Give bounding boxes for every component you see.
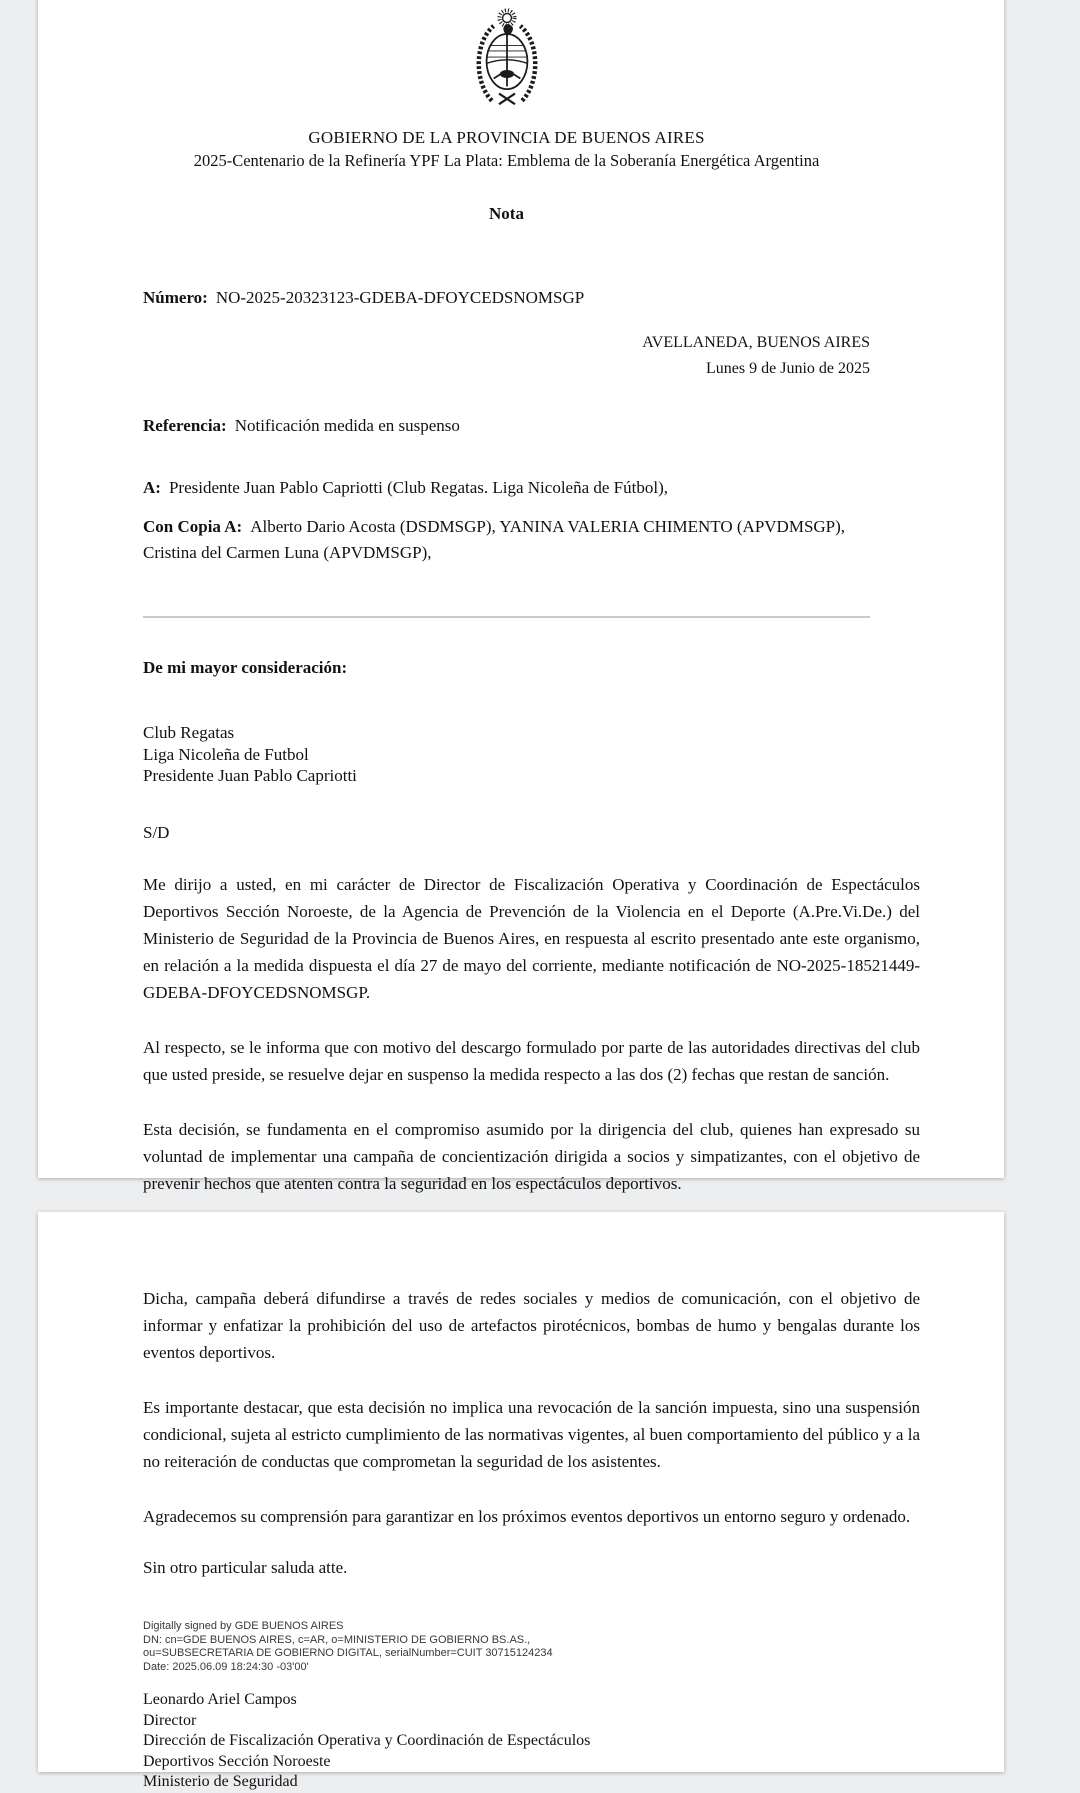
to-value: Presidente Juan Pablo Capriotti (Club Regatas. Liga Nicoleña de Fútbol), (168, 478, 668, 497)
sd-abbreviation: S/D (143, 822, 170, 842)
document-number-line (143, 286, 870, 310)
reference-line (143, 414, 870, 438)
body-paragraph-3: Esta decisión, se fundamenta en el compromiso asumido por la dirigencia del club, quienes han expresado su voluntad de implementar una campaña de concientización dirigida a socios y simpatizantes, con el objetivo de prevenir hechos que atenten contra la seguridad en los espectáculos deportivos. (143, 1119, 920, 1193)
body-paragraph-1: Me dirijo a usted, en mi carácter de Director de Fiscalización Operativa y Coordinación de Espectáculos Deportivos Sección Noroeste, de la Agencia de Prevención de la Violencia en el Deporte (A.Pre.Vi.De.) del Ministerio de Seguridad de la Provincia de Buenos Aires, en respuesta al escrito presentado ante este organismo, en relación a la medida dispuesta el día 27 de mayo del corriente, mediante notificación de NO-2025-18521449-GDEBA-DFOYCEDSNOMSGP. (143, 874, 920, 1002)
digital-signature-line-3: ou=SUBSECRETARIA DE GOBIERNO DIGITAL, serialNumber=CUIT 30715124234 (143, 1647, 553, 1659)
digital-signature-block (143, 1620, 920, 1674)
signer-office-line-1: Dirección de Fiscalización Operativa y Coordinación de Espectáculos (143, 1732, 591, 1749)
date-line: Lunes 9 de Junio de 2025 (706, 360, 870, 377)
signer-block (143, 1690, 920, 1793)
coat-of-arms-icon (143, 0, 870, 113)
section-divider (143, 616, 870, 618)
year-motto: 2025-Centenario de la Refinería YPF La Plata: Emblema de la Soberanía Energética Argentina (193, 151, 820, 170)
salutation: De mi mayor consideración: (143, 658, 348, 677)
addressed-to-line (143, 476, 870, 500)
digital-signature-line-1: Digitally signed by GDE BUENOS AIRES (143, 1620, 344, 1632)
closing-line: Sin otro particular saluda atte. (143, 1558, 348, 1577)
signer-role: Director (143, 1711, 197, 1729)
carbon-copy-line (143, 514, 870, 566)
addressee-president: Presidente Juan Pablo Capriotti (143, 766, 357, 785)
cc-value: Alberto Dario Acosta (DSDMSGP), YANINA VALERIA CHIMENTO (APVDMSGP), Cristina del Carmen Luna (APVDMSGP), (143, 517, 846, 562)
digital-signature-line-2: DN: cn=GDE BUENOS AIRES, c=AR, o=MINISTERIO DE GOBIERNO BS.AS., (143, 1633, 531, 1646)
numero-value: NO-2025-20323123-GDEBA-DFOYCEDSNOMSGP (215, 288, 585, 307)
body-paragraph-4: Dicha, campaña deberá difundirse a través de redes sociales y medios de comunicación, con el objetivo de informar y enfatizar la prohibición del uso de artefactos pirotécnicos, bombas de humo y bengalas durante los eventos deportivos. (143, 1289, 920, 1362)
to-label: A: (143, 478, 161, 497)
signer-office-line-2: Deportivos Sección Noroeste (143, 1752, 331, 1770)
document-page-1 (38, 0, 1004, 1193)
digital-signature-line-4: Date: 2025.06.09 18:24:30 -03'00' (143, 1660, 309, 1673)
place-date-block (143, 330, 870, 382)
government-title: GOBIERNO DE LA PROVINCIA DE BUENOS AIRES (308, 128, 705, 147)
addressee-league: Liga Nicoleña de Futbol (143, 744, 309, 764)
body-paragraph-6: Agradecemos su comprensión para garantizar en los próximos eventos deportivos un entorno seguro y ordenado. (143, 1507, 911, 1526)
document-type-label: Nota (489, 204, 524, 223)
addressee-club: Club Regatas (143, 723, 235, 742)
signer-ministry: Ministerio de Seguridad (143, 1773, 298, 1790)
cc-label: Con Copia A: (143, 517, 243, 536)
referencia-value: Notificación medida en suspenso (234, 416, 460, 435)
body-paragraph-5: Es importante destacar, que esta decisión no implica una revocación de la sanción impuesta, sino una suspensión condicional, sujeta al estricto cumplimiento de las normativas vigentes, al buen comportamiento del público y a la no reiteración de conductas que comprometan la seguridad de los asistentes. (143, 1398, 920, 1471)
body-paragraph-2: Al respecto, se le informa que con motivo del descargo formulado por parte de las autoridades directivas del club que usted preside, se resuelve dejar en suspenso la medida respecto a las dos (2) fechas que restan de sanción. (143, 1037, 920, 1084)
addressee-block (143, 722, 870, 787)
place-line: AVELLANEDA, BUENOS AIRES (642, 334, 870, 351)
document-page-2 (38, 1212, 1004, 1790)
numero-label: Número: (143, 288, 208, 307)
signer-name: Leonardo Ariel Campos (143, 1691, 297, 1708)
referencia-label: Referencia: (143, 416, 227, 435)
